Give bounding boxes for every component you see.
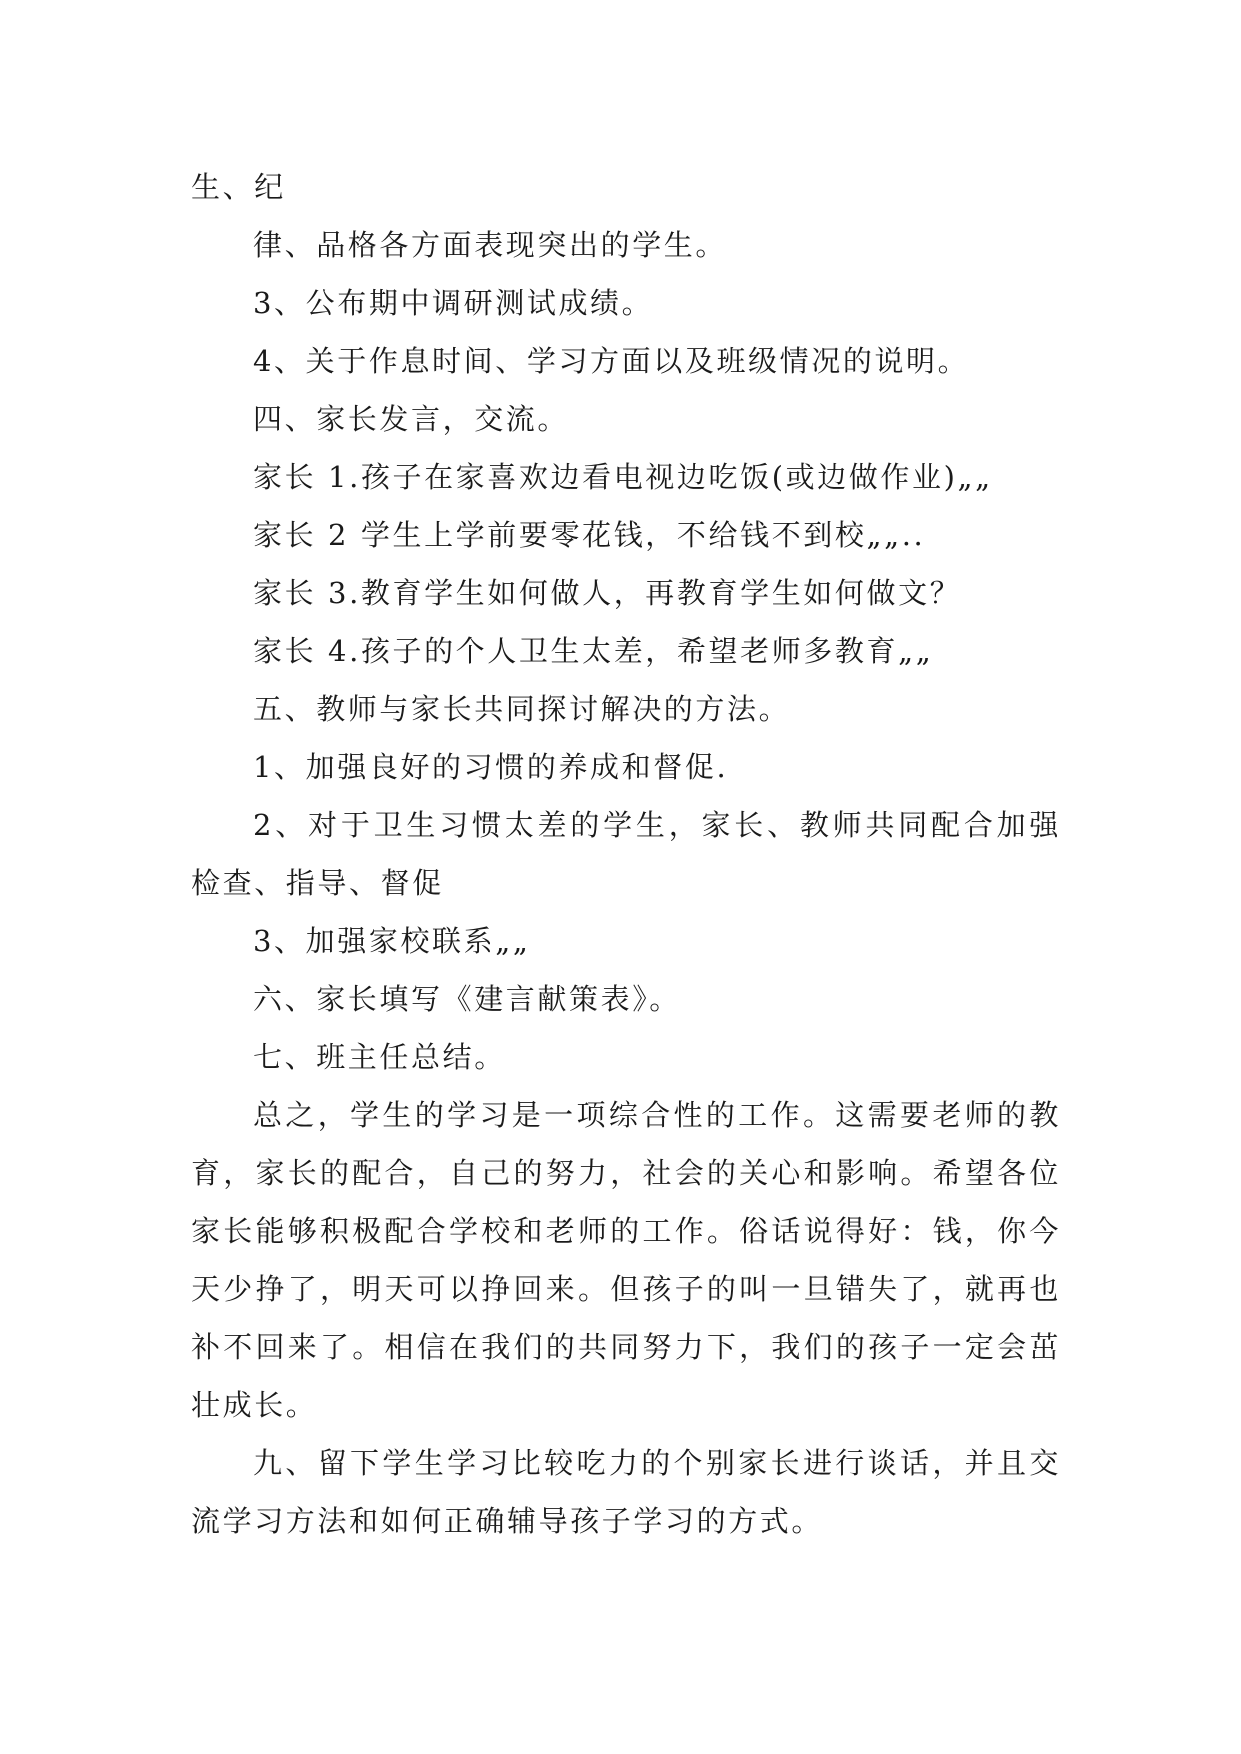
paragraph: 家长 1.孩子在家喜欢边看电视边吃饭(或边做作业)„„	[253, 460, 993, 494]
paragraph: 3、公布期中调研测试成绩。	[253, 286, 654, 320]
paragraph: 2、对于卫生习惯太差的学生，家长、教师共同配合加强检查、指导、督促	[191, 808, 1061, 900]
paragraph: 3、加强家校联系„„	[253, 924, 531, 958]
section-heading: 四、家长发言，交流。	[253, 402, 570, 436]
paragraph: 4、关于作息时间、学习方面以及班级情况的说明。	[253, 344, 970, 378]
paragraph: 1、加强良好的习惯的养成和督促.	[253, 750, 729, 784]
section-heading: 九、留下学生学习比较吃力的个别家长进行谈话，并且交流学习方法和如何正确辅导孩子学习的方式。	[191, 1446, 1061, 1538]
section-heading: 六、家长填写《建言献策表》。	[253, 982, 681, 1016]
section-heading: 五、教师与家长共同探讨解决的方法。	[253, 692, 791, 726]
document-body	[191, 158, 1061, 1550]
paragraph: 生、纪	[191, 170, 286, 204]
paragraph: 家长 2 学生上学前要零花钱，不给钱不到校„„..	[253, 518, 926, 552]
paragraph: 家长 3.教育学生如何做人，再教育学生如何做文？	[253, 576, 962, 610]
section-heading: 七、班主任总结。	[253, 1040, 506, 1074]
paragraph: 总之，学生的学习是一项综合性的工作。这需要老师的教育，家长的配合，自己的努力，社会的关心和影响。希望各位家长能够积极配合学校和老师的工作。俗话说得好：钱，你今天少挣了，明天可以挣回来。但孩子的叫一旦错失了，就再也补不回来了。相信在我们的共同努力下，我们的孩子一定会茁壮成长。	[191, 1098, 1061, 1422]
paragraph: 家长 4.孩子的个人卫生太差，希望老师多教育„„	[253, 634, 934, 668]
paragraph: 律、品格各方面表现突出的学生。	[253, 228, 728, 262]
